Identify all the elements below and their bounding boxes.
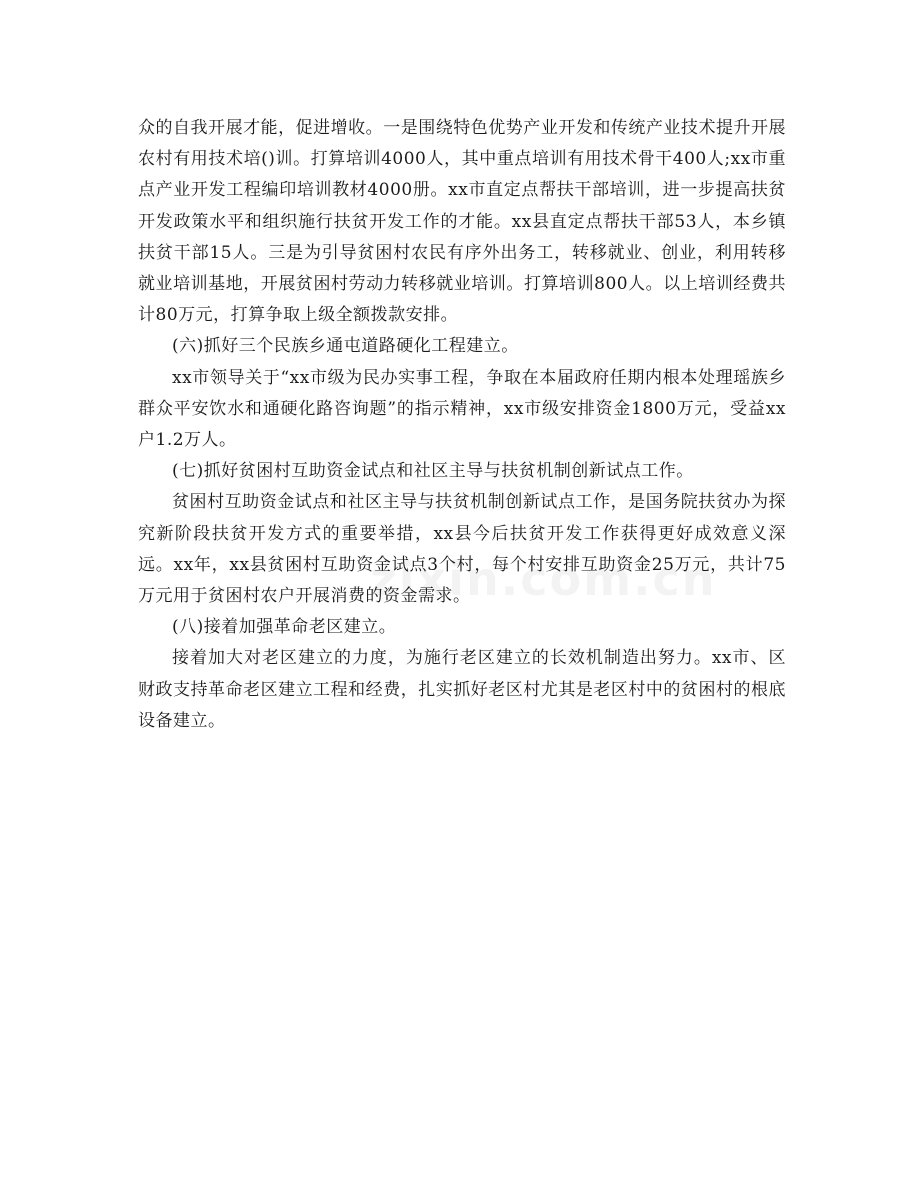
heading-eight-old-revolutionary-area: (八)接着加强革命老区建立。 xyxy=(172,617,397,638)
paragraph-training: 众的自我开展才能，促进增收。一是围绕特色优势产业开发和传统产业技术提升开展农村有用技术培()训。打算培训4000人，其中重点培训有用技术骨干400人;xx市重点产业开发工程编印培训教材4000册。xx市直定点帮扶干部培训，进一步提高扶贫开发政策水平和组织施行扶贫开发工作的才能。xx县直定点帮扶干部53人，本乡镇扶贫干部15人。三是为引导贫困村农民有序外出务工，转移就业、创业，利用转移就业培训基地，开展贫困村劳动力转移就业培训。打算培训800人。以上培训经费共计80万元，打算争取上级全额拨款安排。 xyxy=(138,118,786,326)
paragraph-mutual-fund: 贫困村互助资金试点和社区主导与扶贫机制创新试点工作，是国务院扶贫办为探究新阶段扶贫开发方式的重要举措，xx县今后扶贫开发工作获得更好成效意义深远。xx年，xx县贫困村互助资金试点3个村，每个村安排互助资金25万元，共计75万元用于贫困村农户开展消费的资金需求。 xyxy=(138,492,786,607)
site-watermark xyxy=(370,552,717,606)
paragraph-road-hardening: xx市领导关于“xx市级为民办实事工程，争取在本届政府任期内根本处理瑶族乡群众平安饮水和通硬化路咨询题”的指示精神，xx市级安排资金1800万元，受益xx户1.2万人。 xyxy=(138,367,786,451)
heading-seven-mutual-fund: (七)抓好贫困村互助资金试点和社区主导与扶贫机制创新试点工作。 xyxy=(172,461,694,482)
paragraph-old-revolutionary-area: 接着加大对老区建立的力度，为施行老区建立的长效机制造出努力。xx市、区财政支持革命老区建立工程和经费，扎实抓好老区村尤其是老区村中的贫困村的根底设备建立。 xyxy=(138,648,786,731)
document-page xyxy=(138,113,786,737)
heading-six-road-hardening: (六)抓好三个民族乡通屯道路硬化工程建立。 xyxy=(172,336,519,357)
